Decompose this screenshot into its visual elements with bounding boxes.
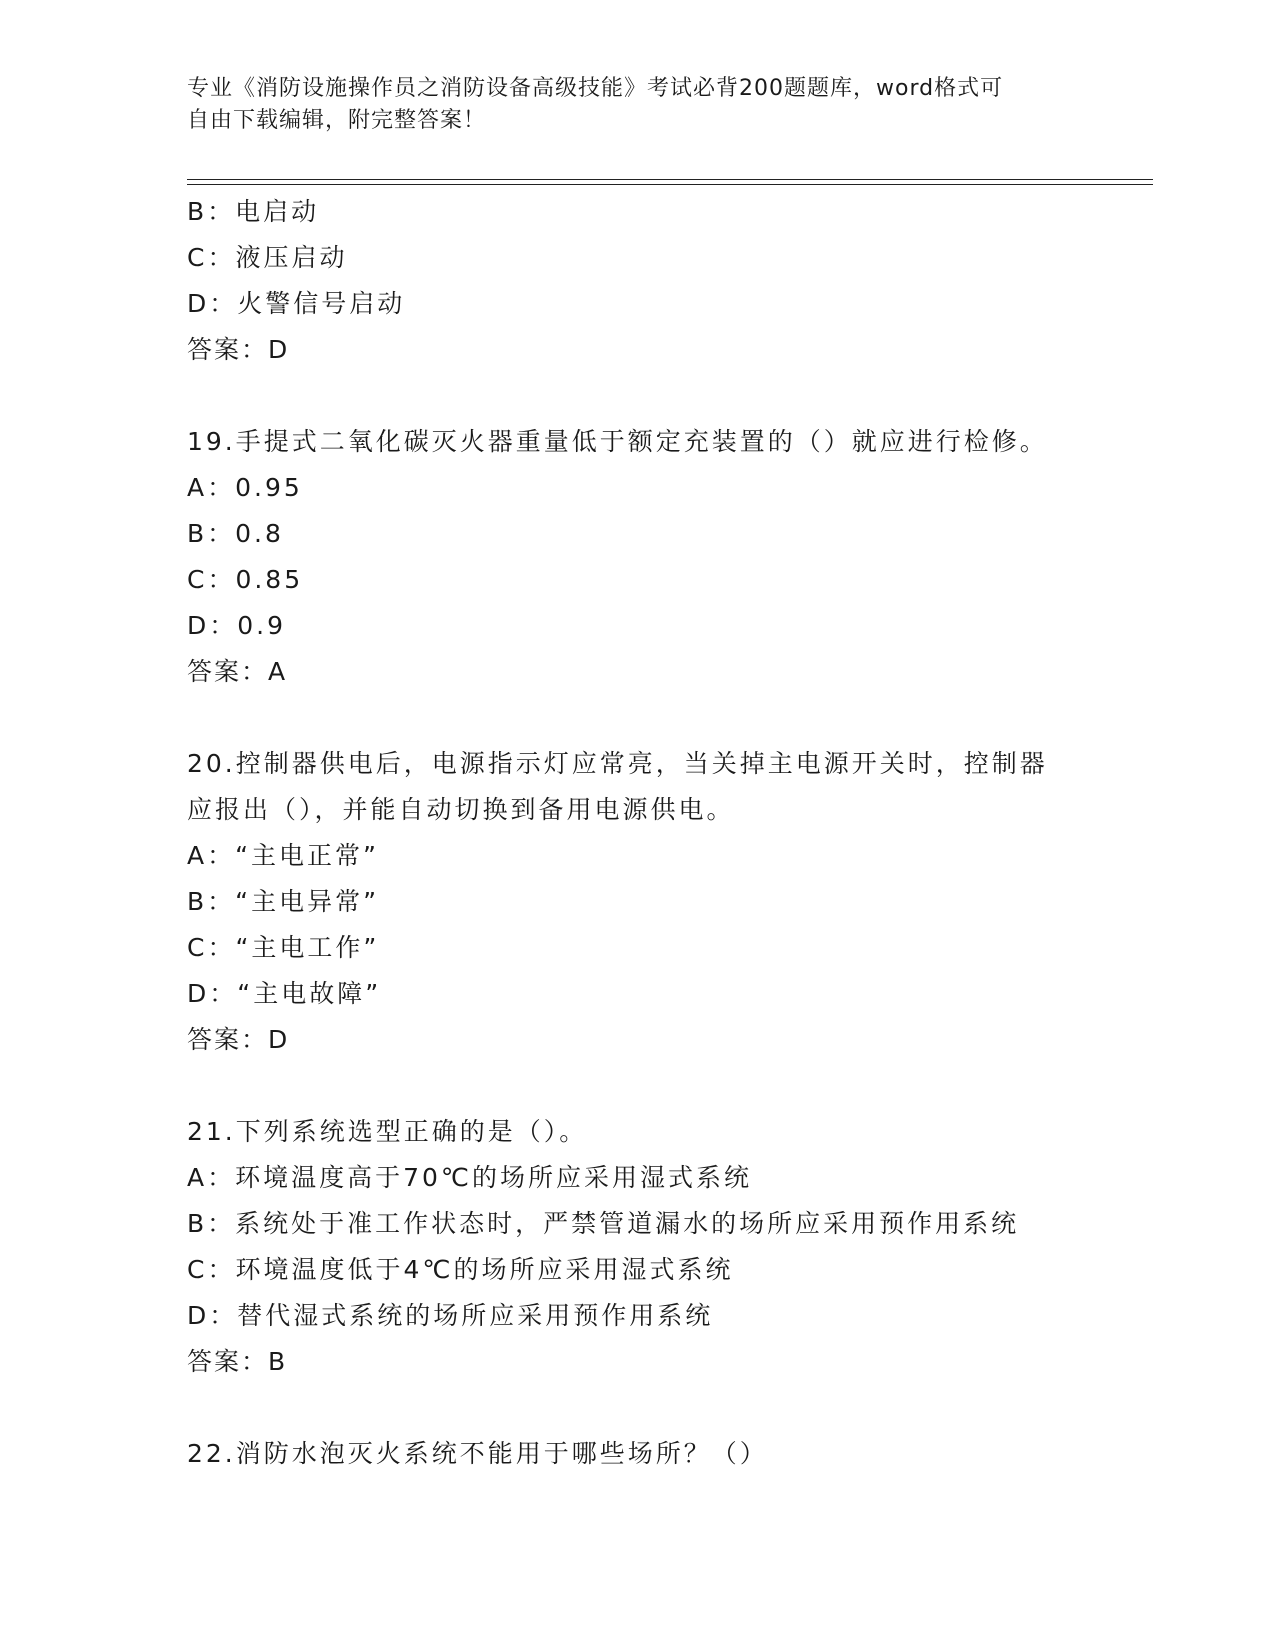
option-d: D：火警信号启动	[187, 289, 406, 318]
header-divider	[187, 179, 1153, 185]
option-a: A：0.95	[187, 473, 303, 502]
option-b: B：0.8	[187, 519, 284, 548]
answer-line: 答案：B	[187, 1347, 288, 1376]
question-text: 21.下列系统选型正确的是（）。	[187, 1117, 588, 1146]
question-19-block	[187, 419, 1153, 695]
option-c: C：液压启动	[187, 243, 348, 272]
answer-line: 答案：D	[187, 335, 290, 364]
question-18-block	[187, 189, 1153, 373]
spacer	[187, 1385, 1153, 1431]
spacer	[187, 373, 1153, 419]
option-c: C：“主电工作”	[187, 933, 380, 962]
option-b: B：“主电异常”	[187, 887, 380, 916]
spacer	[187, 1063, 1153, 1109]
option-d: D：替代湿式系统的场所应采用预作用系统	[187, 1301, 714, 1330]
header-line-2: 自由下载编辑，附完整答案！	[187, 108, 487, 133]
question-22-block	[187, 1431, 1153, 1477]
header-line-1: 专业《消防设施操作员之消防设备高级技能》考试必背200题题库，word格式可	[187, 76, 1004, 101]
question-text-line-2: 应报出（），并能自动切换到备用电源供电。	[187, 795, 735, 824]
question-21-block	[187, 1109, 1153, 1385]
option-c: C：环境温度低于4℃的场所应采用湿式系统	[187, 1255, 734, 1284]
answer-line: 答案：D	[187, 1025, 290, 1054]
option-d: D：“主电故障”	[187, 979, 382, 1008]
option-b: B：系统处于准工作状态时，严禁管道漏水的场所应采用预作用系统	[187, 1209, 1020, 1238]
question-text: 22.消防水泡灭火系统不能用于哪些场所？（）	[187, 1439, 768, 1468]
answer-line: 答案：A	[187, 657, 288, 686]
option-a: A：环境温度高于70℃的场所应采用湿式系统	[187, 1163, 752, 1192]
document-header	[187, 73, 1067, 137]
option-c: C：0.85	[187, 565, 304, 594]
question-20-block	[187, 741, 1153, 1063]
document-body	[187, 189, 1153, 1477]
option-b: B：电启动	[187, 197, 320, 226]
option-d: D：0.9	[187, 611, 287, 640]
spacer	[187, 695, 1153, 741]
option-a: A：“主电正常”	[187, 841, 380, 870]
question-text: 19.手提式二氧化碳灭火器重量低于额定充装置的（）就应进行检修。	[187, 427, 1048, 456]
question-text-line-1: 20.控制器供电后，电源指示灯应常亮，当关掉主电源开关时，控制器	[187, 749, 1048, 778]
